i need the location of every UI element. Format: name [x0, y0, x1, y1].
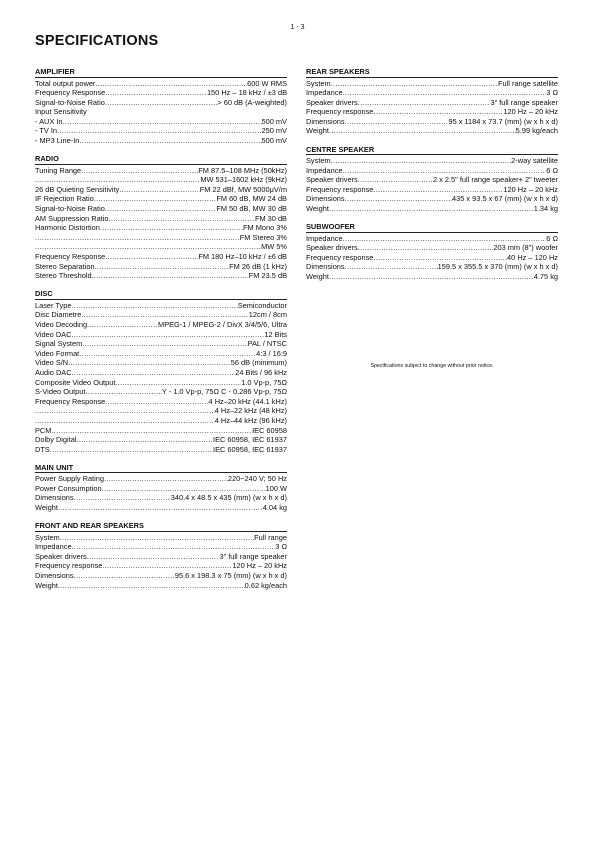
dot-leader [329, 204, 534, 214]
spec-label: System [306, 156, 331, 166]
dot-leader [100, 223, 243, 233]
spec-value: Full range satellite [498, 78, 558, 88]
spec-value: 3 Ω [275, 542, 287, 552]
spec-label: Input Sensitivity [35, 107, 87, 117]
spec-value: 120 Hz – 20 kHz [503, 184, 558, 194]
spec-row [306, 262, 558, 272]
spec-label: Weight [306, 204, 329, 214]
spec-label: Speaker drivers [35, 551, 87, 561]
spec-row [306, 98, 558, 108]
spec-value: FM 50 dB, MW 30 dB [216, 204, 287, 214]
spec-row [35, 185, 287, 195]
dot-leader [343, 88, 547, 98]
spec-row [35, 262, 287, 272]
spec-row [306, 117, 558, 127]
spec-value: FM 87.5–108 MHz (50kHz) [198, 165, 287, 175]
spec-value: 220~240 V; 50 Hz [227, 474, 287, 484]
spec-label: Speaker drivers [306, 97, 358, 107]
spec-section [306, 222, 558, 281]
dot-leader [35, 416, 215, 426]
spec-value: 435 x 93.5 x 67 (mm) (w x h x d) [452, 194, 558, 204]
dot-leader [60, 533, 254, 543]
spec-value: 4.04 kg [262, 503, 287, 513]
spec-value: 3" full range speaker [490, 97, 558, 107]
dot-leader [105, 88, 207, 98]
section-title: MAIN UNIT [35, 463, 287, 474]
section-title: RADIO [35, 154, 287, 165]
spec-row [35, 378, 287, 388]
dot-leader [74, 571, 175, 581]
spec-label: Dimensions [35, 571, 74, 581]
spec-value: IEC 60958, IEC 61937 [213, 444, 287, 454]
section-title: FRONT AND REAR SPEAKERS [35, 521, 287, 532]
spec-label: Tuning Range [35, 165, 82, 175]
dot-leader [331, 79, 498, 89]
dot-leader [373, 253, 507, 263]
spec-row [35, 330, 287, 340]
spec-label: Stereo Separation [35, 261, 95, 271]
spec-label: Weight [35, 580, 58, 590]
spec-row [35, 252, 287, 262]
spec-label: System [306, 78, 331, 88]
spec-value: 1.34 kg [533, 204, 558, 214]
spec-value: 24 Bits / 96 kHz [235, 367, 287, 377]
spec-row [35, 358, 287, 368]
spec-row [35, 542, 287, 552]
spec-row [35, 368, 287, 378]
spec-value: 5.99 kg/each [515, 126, 558, 136]
spec-label: Dimensions [306, 262, 345, 272]
spec-row [35, 242, 287, 252]
spec-row [35, 98, 287, 108]
spec-value: 4 Hz–22 kHz (48 kHz) [214, 406, 287, 416]
spec-label: Frequency Response [35, 252, 106, 261]
spec-label: Speaker drivers [306, 243, 358, 253]
dot-leader [373, 107, 503, 117]
dot-leader [71, 301, 237, 311]
dot-leader [74, 493, 171, 503]
spec-value: MW 5% [261, 242, 287, 252]
spec-row [306, 88, 558, 98]
spec-value: 250 mV [261, 126, 287, 136]
dot-leader [345, 262, 438, 272]
spec-value: 3" full range speaker [219, 551, 287, 561]
spec-label: Impedance [35, 542, 72, 552]
dot-leader [85, 387, 161, 397]
spec-label: AM Suppression Ratio [35, 213, 109, 223]
spec-value: Full range [254, 532, 287, 542]
spec-row [35, 166, 287, 176]
spec-label: Frequency response [306, 184, 374, 194]
spec-row [35, 435, 287, 445]
spec-row [35, 581, 287, 591]
dot-leader [358, 175, 433, 185]
spec-label: Total output power [35, 78, 96, 88]
dot-leader [82, 339, 247, 349]
spec-row [35, 310, 287, 320]
spec-label: Signal-to-Noise Ratio [35, 204, 105, 214]
dot-leader [105, 252, 198, 262]
spec-value: 340.4 x 48.5 x 435 (mm) (w x h x d) [170, 493, 287, 503]
spec-row [35, 204, 287, 214]
dot-leader [119, 185, 200, 195]
spec-value: MPEG-1 / MPEG-2 / DivX 3/4/5/6, Ultra [158, 319, 287, 329]
spec-label: Video Decoding [35, 319, 88, 329]
spec-section [35, 463, 287, 513]
spec-row [35, 493, 287, 503]
dot-leader [102, 561, 232, 571]
spec-value: 40 Hz – 120 Hz [507, 252, 558, 262]
spec-value: IEC 60958, IEC 61937 [213, 435, 287, 445]
spec-value: Y - 1.0 Vp-p, 75Ω C - 0.286 Vp-p, 75Ω [161, 387, 287, 397]
spec-value: 4 Hz–20 kHz (44.1 kHz) [208, 396, 287, 406]
spec-row [35, 474, 287, 484]
dot-leader [79, 349, 256, 359]
dot-leader [35, 406, 215, 416]
spec-row [35, 484, 287, 494]
spec-value: Semiconductor [237, 300, 287, 310]
spec-value: 203 mm (8") woofer [493, 243, 558, 253]
spec-row [35, 271, 287, 281]
dot-leader [104, 474, 228, 484]
spec-row [35, 320, 287, 330]
spec-row [35, 571, 287, 581]
dot-leader [81, 166, 198, 176]
spec-row [306, 166, 558, 176]
dot-leader [35, 242, 261, 252]
spec-label: Weight [35, 503, 58, 513]
spec-value: 95.6 x 198.3 x 75 (mm) (w x h x d) [174, 571, 287, 581]
spec-label: Dimensions [306, 116, 345, 126]
spec-label: Speaker drivers [306, 175, 358, 185]
spec-value: 3 Ω [546, 88, 558, 98]
spec-value: > 60 dB (A-weighted) [217, 97, 287, 107]
spec-label: Power Consumption [35, 483, 102, 493]
spec-label: Dolby Digital [35, 435, 77, 445]
spec-label: Frequency response [306, 107, 374, 117]
spec-label: Power Supply Rating [35, 474, 105, 484]
spec-value: 12 Bits [264, 329, 287, 339]
spec-value: PAL / NTSC [247, 339, 287, 349]
spec-value: 4:3 / 16:9 [256, 348, 287, 358]
dot-leader [345, 117, 449, 127]
spec-row [35, 426, 287, 436]
spec-row [306, 126, 558, 136]
spec-row [306, 234, 558, 244]
spec-row [35, 175, 287, 185]
spec-value: 1.0 Vp-p, 75Ω [241, 377, 287, 387]
spec-label: Frequency Response [35, 88, 106, 98]
spec-value: 56 dB (minimum) [230, 358, 287, 368]
spec-label: Harmonic Distortion [35, 223, 100, 233]
spec-label: Signal-to-Noise Ratio [35, 97, 105, 107]
spec-label: Stereo Threshold [35, 271, 92, 281]
spec-value: 4.75 kg [533, 272, 558, 281]
dot-leader [71, 330, 264, 340]
dot-leader [50, 445, 213, 455]
dot-leader [109, 214, 255, 224]
spec-value: 4 Hz–44 kHz (96 kHz) [214, 415, 287, 425]
spec-label: DTS [35, 444, 50, 454]
spec-value: 500 mV [261, 116, 287, 126]
disclaimer-note: Specifications subject to change without prior notice. [370, 363, 494, 369]
spec-row [35, 214, 287, 224]
spec-value: 0.62 kg/each [244, 580, 287, 590]
spec-label: Signal System [35, 339, 83, 349]
spec-value: FM 22 dBf, MW 5000μV/m [199, 184, 287, 194]
spec-label: System [35, 532, 60, 542]
dot-leader [58, 503, 263, 513]
spec-value: 95 x 1184 x 73.7 (mm) (w x h x d) [448, 116, 558, 126]
spec-section [35, 67, 287, 146]
spec-label: Weight [306, 126, 329, 136]
page-title: SPECIFICATIONS [35, 33, 159, 49]
dot-leader [343, 234, 547, 244]
spec-row [306, 156, 558, 166]
spec-row [306, 272, 558, 282]
spec-section [306, 67, 558, 136]
dot-leader [87, 552, 220, 562]
spec-row [35, 397, 287, 407]
dot-leader [95, 79, 247, 89]
spec-value: 2-way satellite [511, 156, 558, 166]
spec-row [306, 204, 558, 214]
spec-label: Frequency response [35, 561, 103, 571]
left-column [35, 67, 287, 599]
spec-row [35, 223, 287, 233]
spec-value: 6 Ω [546, 165, 558, 175]
spec-label: S-Video Output [35, 387, 86, 397]
spec-value: MW 531–1602 kHz (9kHz) [200, 175, 287, 185]
dot-leader [35, 233, 240, 243]
spec-row [35, 349, 287, 359]
spec-row [35, 416, 287, 426]
spec-label: Video S/N [35, 358, 69, 368]
spec-label: - AUX In [35, 116, 63, 126]
spec-label: Dimensions [35, 493, 74, 503]
spec-value: FM Mono 3% [243, 223, 287, 233]
spec-section [35, 154, 287, 281]
spec-value: 600 W RMS [247, 78, 287, 88]
section-title: SUBWOOFER [306, 222, 558, 233]
dot-leader [115, 378, 241, 388]
dot-leader [87, 320, 158, 330]
spec-label: - MP3 Line-In [35, 136, 80, 146]
spec-label: Composite Video Output [35, 377, 116, 387]
spec-label: Impedance [306, 233, 343, 243]
spec-row [35, 406, 287, 416]
spec-label: Frequency Response [35, 396, 106, 406]
spec-section [306, 145, 558, 214]
spec-row [306, 243, 558, 253]
dot-leader [105, 397, 208, 407]
spec-row [35, 126, 287, 136]
section-title: CENTRE SPEAKER [306, 145, 558, 156]
spec-value: 12cm / 8cm [248, 310, 287, 320]
dot-leader [358, 98, 491, 108]
spec-row [35, 79, 287, 89]
dot-leader [105, 98, 218, 108]
spec-label: Weight [306, 272, 329, 281]
spec-value: FM 23.5 dB [248, 271, 287, 281]
spec-row [35, 233, 287, 243]
spec-label: - TV In [35, 126, 58, 136]
spec-value: 120 Hz – 20 kHz [503, 107, 558, 117]
spec-value: 100 W [265, 483, 287, 493]
spec-section [35, 289, 287, 454]
spec-value: 150 Hz – 18 kHz / ±3 dB [206, 88, 287, 98]
spec-label: Impedance [306, 165, 343, 175]
spec-section [35, 521, 287, 590]
dot-leader [102, 484, 266, 494]
dot-leader [81, 310, 248, 320]
right-column [306, 67, 558, 290]
dot-leader [35, 175, 200, 185]
spec-row [306, 175, 558, 185]
dot-leader [68, 358, 231, 368]
spec-label: Audio DAC [35, 367, 72, 377]
dot-leader [331, 156, 512, 166]
spec-row [306, 185, 558, 195]
spec-label: IF Rejection Ratio [35, 194, 94, 204]
spec-label: Dimensions [306, 194, 345, 204]
spec-row [35, 194, 287, 204]
dot-leader [51, 426, 252, 436]
spec-row [306, 107, 558, 117]
spec-row [35, 387, 287, 397]
dot-leader [95, 262, 230, 272]
spec-value: 2 x 2.5" full range speaker+ 2" tweeter [432, 175, 558, 185]
spec-row [35, 107, 287, 117]
spec-label: Impedance [306, 88, 343, 98]
dot-leader [345, 194, 452, 204]
dot-leader [329, 272, 534, 282]
spec-row [306, 253, 558, 263]
spec-row [35, 533, 287, 543]
spec-label: Video Format [35, 348, 80, 358]
spec-row [35, 136, 287, 146]
spec-label: PCM [35, 425, 52, 435]
section-title: DISC [35, 289, 287, 300]
dot-leader [329, 126, 516, 136]
dot-leader [105, 204, 217, 214]
section-title: REAR SPEAKERS [306, 67, 558, 78]
dot-leader [72, 542, 276, 552]
spec-label: Frequency response [306, 252, 374, 262]
spec-label: Video DAC [35, 329, 72, 339]
dot-leader [92, 271, 249, 281]
spec-value: FM Stereo 3% [239, 232, 287, 242]
spec-row [35, 117, 287, 127]
dot-leader [358, 243, 494, 253]
dot-leader [79, 136, 261, 146]
dot-leader [72, 368, 236, 378]
dot-leader [58, 581, 245, 591]
spec-label: 26 dB Quieting Sensitivity [35, 184, 120, 194]
dot-leader [57, 126, 261, 136]
spec-value: FM 60 dB, MW 24 dB [216, 194, 287, 204]
dot-leader [94, 194, 217, 204]
spec-row [306, 79, 558, 89]
dot-leader [343, 166, 547, 176]
section-title: AMPLIFIER [35, 67, 287, 78]
spec-value: 6 Ω [546, 233, 558, 243]
spec-row [35, 445, 287, 455]
spec-label: Laser Type [35, 300, 72, 310]
spec-value: 159.5 x 355.5 x 370 (mm) (w x h x d) [437, 262, 558, 272]
spec-label: Disc Diametre [35, 310, 82, 320]
spec-row [306, 194, 558, 204]
spec-value: IEC 60958 [252, 425, 287, 435]
spec-row [35, 339, 287, 349]
spec-value: FM 180 Hz–10 kHz / ±6 dB [198, 252, 287, 261]
spec-row [35, 561, 287, 571]
spec-value: 120 Hz – 20 kHz [232, 561, 287, 571]
spec-row [35, 88, 287, 98]
spec-value: FM 26 dB (1 kHz) [229, 261, 287, 271]
dot-leader [63, 117, 262, 127]
spec-value: 500 mV [261, 136, 287, 146]
spec-row [35, 552, 287, 562]
spec-row [35, 503, 287, 513]
spec-row [35, 301, 287, 311]
spec-value: FM 30 dB [254, 213, 287, 223]
dot-leader [373, 185, 503, 195]
dot-leader [77, 435, 214, 445]
page-number: 1 - 3 [290, 24, 305, 31]
